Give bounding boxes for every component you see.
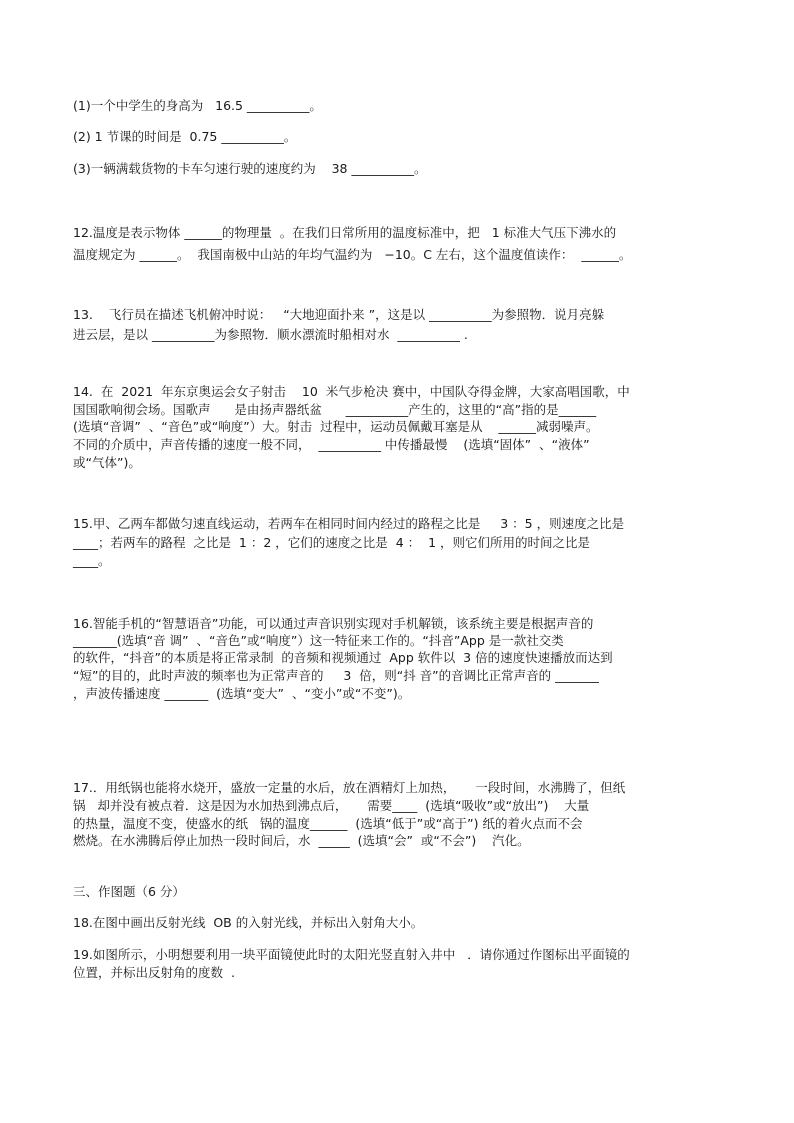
question-16-line-1: 16.智能手机的“智慧语音”功能，可以通过声音识别实现对手机解锁，该系统主要是根据声音的	[73, 616, 594, 631]
question-16-line-5: ，声波传播速度 _______ (选填“变大” 、“变小”或“不变”)。	[73, 686, 411, 701]
question-14-line-5: 或“气体”)。	[73, 455, 141, 470]
question-15-line-3: ____。	[73, 553, 111, 568]
question-16-line-4: “短”的目的，此时声波的频率也为正常声音的 3 倍，则“抖 音”的音调比正常声音的 _______	[73, 668, 599, 683]
question-15-line-2: ____；若两车的路程 之比是 1 ：2 ，它们的速度之比是 4 ： 1 ，则它们所用的时间之比是	[73, 535, 590, 550]
question-14-line-2: 国国歌响彻会场。国歌声 是由扬声器纸盆 __________产生的，这里的“高”指的是______	[73, 402, 597, 417]
question-17-line-4: 燃烧。在水沸腾后停止加热一段时间后，水 _____ (选填“会” 或“不会”) 汽化。	[73, 833, 530, 848]
question-16-line-3: 的软件，“抖音”的本质是将正常录制 的音频和视频通过 App 软件以 3 倍的速度快速播放而达到	[73, 650, 613, 665]
question-16-line-2: _______(选填“音 调” 、“音色”或“响度”）这一特征来工作的。“抖音”App 是一款社交类	[73, 633, 564, 648]
q11-part1-line-1: (1)一个中学生的身高为 16.5 __________。	[73, 98, 322, 113]
question-13-line-2: 进云层，是以 __________为参照物．顺水漂流时船相对水 __________ .	[73, 327, 468, 342]
question-13-line-1: 13. 飞行员在描述飞机俯冲时说： “大地迎面扑来 ”，这是以 __________为参照物．说月亮躲	[73, 307, 605, 322]
question-19-line-2: 位置，并标出反射角的度数 .	[73, 965, 235, 980]
question-12-line-1: 12.温度是表示物体 ______的物理量 。在我们日常所用的温度标准中，把 1 标准大气压下沸水的	[73, 225, 617, 240]
section-3-heading: 三、作图题（6 分）	[73, 884, 185, 899]
question-17-line-2: 锅 却并没有被点着．这是因为水加热到沸点后， 需要____ (选填“吸收”或“放出”) 大量	[73, 798, 590, 813]
question-14-line-4: 不同的介质中，声音传播的速度一般不同， __________ 中传播最慢 (选填“固体” 、“液体”	[73, 437, 590, 452]
question-14-line-1: 14. 在 2021 年东京奥运会女子射击 10 米气步枪决 赛中，中国队夺得金牌，大家高唱国歌，中	[73, 384, 630, 399]
q11-part3-line-1: (3)一辆满载货物的卡车匀速行驶的速度约为 38 __________。	[73, 161, 427, 176]
question-15-line-1: 15.甲、乙两车都做匀速直线运动，若两车在相同时间内经过的路程之比是 3 ：5 ，则速度之比是	[73, 516, 625, 531]
question-14-line-3: (选填“音调” 、“音色”或“响度”）大。射击 过程中，运动员佩戴耳塞是从 ______减弱噪声。	[73, 419, 599, 434]
question-12-line-2: 温度规定为 ______。 我国南极中山站的年均气温约为 −10。C 左右，这个温度值读作： ______。	[73, 247, 632, 262]
question-17-line-1: 17.．用纸锅也能将水烧开，盛放一定量的水后，放在酒精灯上加热， 一段时间，水沸腾了，但纸	[73, 780, 626, 795]
question-18-line-1: 18.在图中画出反射光线 OB 的入射光线，并标出入射角大小。	[73, 915, 424, 930]
question-19-line-1: 19.如图所示，小明想要利用一块平面镜使此时的太阳光竖直射入井中 ．请你通过作图标出平面镜的	[73, 947, 630, 962]
q11-part2-line-1: (2) 1 节课的时间是 0.75 __________。	[73, 129, 297, 144]
question-17-line-3: 的热量，温度不变，使盛水的纸 锅的温度______ (选填“低于”或“高于”) 纸的着火点而不会	[73, 816, 583, 831]
